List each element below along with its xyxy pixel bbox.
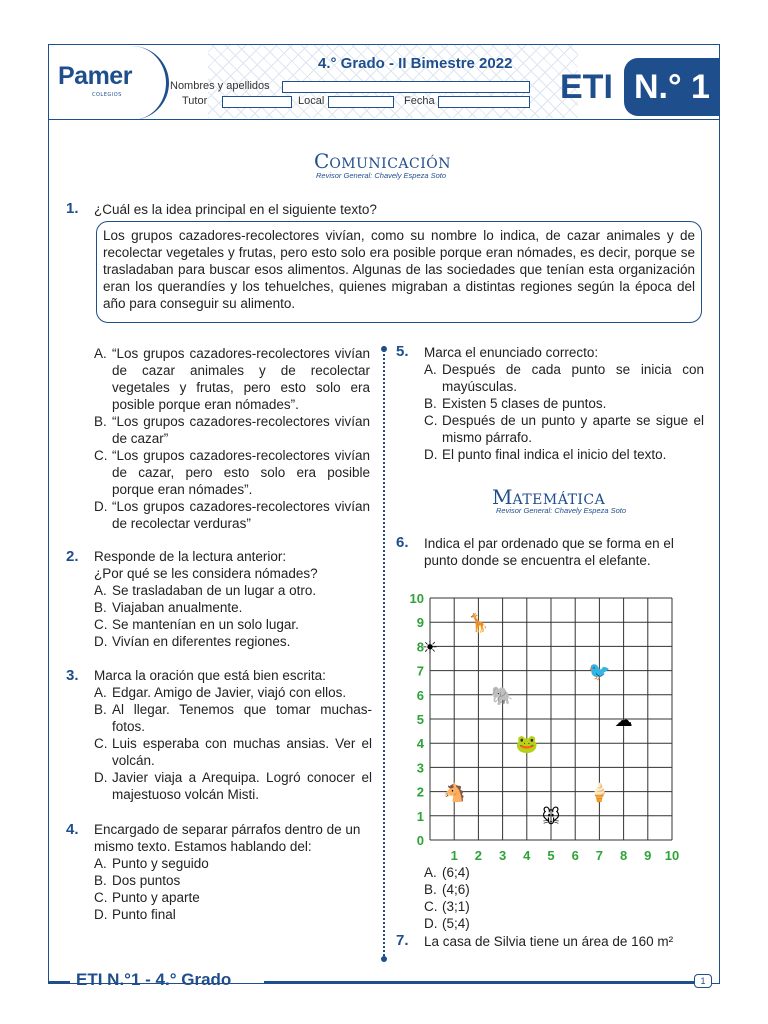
ice-cream-icon: 🍦 xyxy=(588,782,611,804)
tutor-field-label: Tutor xyxy=(182,95,208,107)
footer-line-right xyxy=(264,981,694,983)
hummingbird-icon: 🐦 xyxy=(588,661,611,683)
comunicacion-reviewer: Revisor General: Chavely Espeza Soto xyxy=(316,171,447,180)
q3-option-b[interactable]: B. Al llegar. Tenemos que tomar muchas-fotos. xyxy=(94,702,372,734)
q5-option-a[interactable]: A. Después de cada punto se inicia con mayúsculas. xyxy=(424,362,704,394)
x-tick-label: 7 xyxy=(595,848,604,863)
x-tick-label: 1 xyxy=(450,848,458,863)
eti-label: ETI xyxy=(560,68,613,106)
q5-option-d[interactable]: D. El punto final indica el inicio del texto. xyxy=(424,447,667,462)
q4-block xyxy=(94,821,374,923)
y-tick-label: 3 xyxy=(416,760,424,776)
comunicacion-title: COMUNICACIÓN xyxy=(314,149,451,173)
x-tick-label: 5 xyxy=(547,848,555,863)
y-tick-label: 0 xyxy=(416,833,424,848)
q6-option-b[interactable]: B. (4;6) xyxy=(424,882,470,897)
x-tick-label: 8 xyxy=(619,848,628,863)
q2-option-a[interactable]: A. Se trasladaban de un lugar a otro. xyxy=(94,583,317,598)
q4-option-a[interactable]: A. Punto y seguido xyxy=(94,856,209,871)
x-tick-label: 2 xyxy=(474,848,483,863)
x-tick-label: 4 xyxy=(523,848,531,863)
q2-block xyxy=(94,548,370,650)
footer-line-left xyxy=(48,981,70,983)
y-tick-label: 1 xyxy=(416,808,424,824)
q3-option-a[interactable]: A. Edgar. Amigo de Javier, viajó con ellos. xyxy=(94,685,347,700)
matematica-title: MATEMÁTICA xyxy=(492,485,606,509)
y-tick-label: 5 xyxy=(416,712,424,727)
y-tick-label: 7 xyxy=(416,663,424,679)
q5-number: 5. xyxy=(396,343,409,360)
sun-icon: ☀ xyxy=(421,637,439,659)
q3-block xyxy=(94,667,372,803)
y-tick-label: 10 xyxy=(409,591,424,606)
local-field[interactable] xyxy=(328,96,394,108)
eti-number: N.° 1 xyxy=(624,58,720,116)
x-tick-label: 6 xyxy=(571,848,579,863)
q3-text: Marca la oración que está bien escrita: xyxy=(94,668,326,683)
q6-option-c[interactable]: C. (3;1) xyxy=(424,899,470,914)
q7-text: La casa de Silvia tiene un área de 160 m² xyxy=(424,934,674,949)
x-tick-label: 10 xyxy=(664,848,680,863)
y-tick-label: 4 xyxy=(416,736,424,752)
q5-option-b[interactable]: B. Existen 5 clases de puntos. xyxy=(424,396,607,411)
q1-option-d[interactable]: D. “Los grupos cazadores-recolectores vivían de recolectar verduras” xyxy=(94,499,370,531)
q6-number: 6. xyxy=(396,534,409,551)
q2-option-d[interactable]: D. Vivían en diferentes regiones. xyxy=(94,634,291,649)
q1-passage: Los grupos cazadores-recolectores vivían, como su nombre lo indica, de cazar animales y de recolectar vegetales y frutas, pero esto solo era posible porque eran nómades, es decir, porque se trasladaban para buscar esos alimentos. Algunas de las sociedades que tenían esta organización eran los querandíes y los tehuelches, quienes migraban a distintas regiones según la época del año para conseguir su alimento. xyxy=(96,221,702,323)
q1-option-a[interactable]: A. “Los grupos cazadores-recolectores vivían de cazar animales y de recolectar vegetales y frutas, pero esto solo era posible porque eran nómades”. xyxy=(94,346,370,412)
q6-option-a[interactable]: A. (6;4) xyxy=(424,865,470,880)
matematica-reviewer: Revisor General: Chavely Espeza Soto xyxy=(496,506,627,515)
q1-number: 1. xyxy=(66,200,79,217)
y-tick-label: 2 xyxy=(416,784,424,800)
q2-text-2: ¿Por qué se les considera nómades? xyxy=(94,566,318,581)
q5-option-c[interactable]: C. Después de un punto y aparte se sigue el mismo párrafo. xyxy=(424,413,704,445)
q1-option-c[interactable]: C. “Los grupos cazadores-recolectores vivían de cazar, pero esto solo era posible porque eran nómades”. xyxy=(94,448,370,497)
q4-option-c[interactable]: C. Punto y aparte xyxy=(94,890,200,905)
q6-text: Indica el par ordenado que se forma en el punto donde se encuentra el elefante. xyxy=(424,536,674,568)
divider-dot-bottom xyxy=(381,956,387,962)
q3-option-c[interactable]: C. Luis esperaba con muchas ansias. Ver el volcán. xyxy=(94,736,372,768)
q2-number: 2. xyxy=(66,548,79,565)
logo: Pamer xyxy=(58,62,132,90)
coordinate-grid xyxy=(400,574,690,870)
q2-option-c[interactable]: C. Se mantenían en un solo lugar. xyxy=(94,617,299,632)
elephant-icon: 🐘 xyxy=(491,685,514,707)
giraffe-icon: 🦒 xyxy=(467,613,490,635)
logo-subtitle: COLEGIOS xyxy=(92,92,122,98)
local-field-label: Local xyxy=(298,95,325,107)
q3-option-d[interactable]: D. Javier viaja a Arequipa. Logró conocer el majestuoso volcán Misti. xyxy=(94,770,372,802)
q1-options xyxy=(94,345,370,532)
name-field-label: Nombres y apellidos xyxy=(170,80,270,92)
q2-option-b[interactable]: B. Viajaban anualmente. xyxy=(94,600,243,615)
name-field[interactable] xyxy=(282,81,530,93)
q3-number: 3. xyxy=(66,667,79,684)
grade-title: 4.° Grado - II Bimestre 2022 xyxy=(318,55,513,72)
y-tick-label: 8 xyxy=(416,639,424,655)
q1-option-b[interactable]: B. “Los grupos cazadores-recolectores vivían de cazar” xyxy=(94,414,370,446)
fecha-field-label: Fecha xyxy=(404,95,435,107)
fecha-field[interactable] xyxy=(438,96,530,108)
cloud-icon: ☁ xyxy=(614,710,633,731)
frog-icon: 🐸 xyxy=(515,734,539,756)
q4-text: Encargado de separar párrafos dentro de un mismo texto. Estamos hablando del: xyxy=(94,822,361,854)
grid-svg xyxy=(400,574,690,870)
page-number: 1 xyxy=(694,974,712,988)
q5-block xyxy=(424,344,704,463)
column-divider xyxy=(383,346,385,960)
q1-text: ¿Cuál es la idea principal en el siguiente texto? xyxy=(94,202,377,217)
mouse-icon: 🐭 xyxy=(541,806,561,828)
tutor-field[interactable] xyxy=(222,96,292,108)
footer-title: ETI N.°1 - 4.° Grado xyxy=(76,970,232,989)
q4-number: 4. xyxy=(66,821,79,838)
q4-option-b[interactable]: B. Dos puntos xyxy=(94,873,181,888)
q7-number: 7. xyxy=(396,932,409,949)
q2-text-1: Responde de la lectura anterior: xyxy=(94,549,287,564)
divider-dot-top xyxy=(381,346,387,352)
x-tick-label: 9 xyxy=(644,848,652,863)
eti-badge xyxy=(536,52,720,120)
x-tick-label: 3 xyxy=(498,848,507,863)
q6-options xyxy=(424,864,624,932)
q4-option-d[interactable]: D. Punto final xyxy=(94,907,176,922)
q6-option-d[interactable]: D. (5;4) xyxy=(424,916,470,931)
y-tick-label: 6 xyxy=(416,687,424,703)
y-tick-label: 9 xyxy=(416,615,424,631)
q5-text: Marca el enunciado correcto: xyxy=(424,345,599,360)
horse-icon: 🐴 xyxy=(442,782,466,804)
